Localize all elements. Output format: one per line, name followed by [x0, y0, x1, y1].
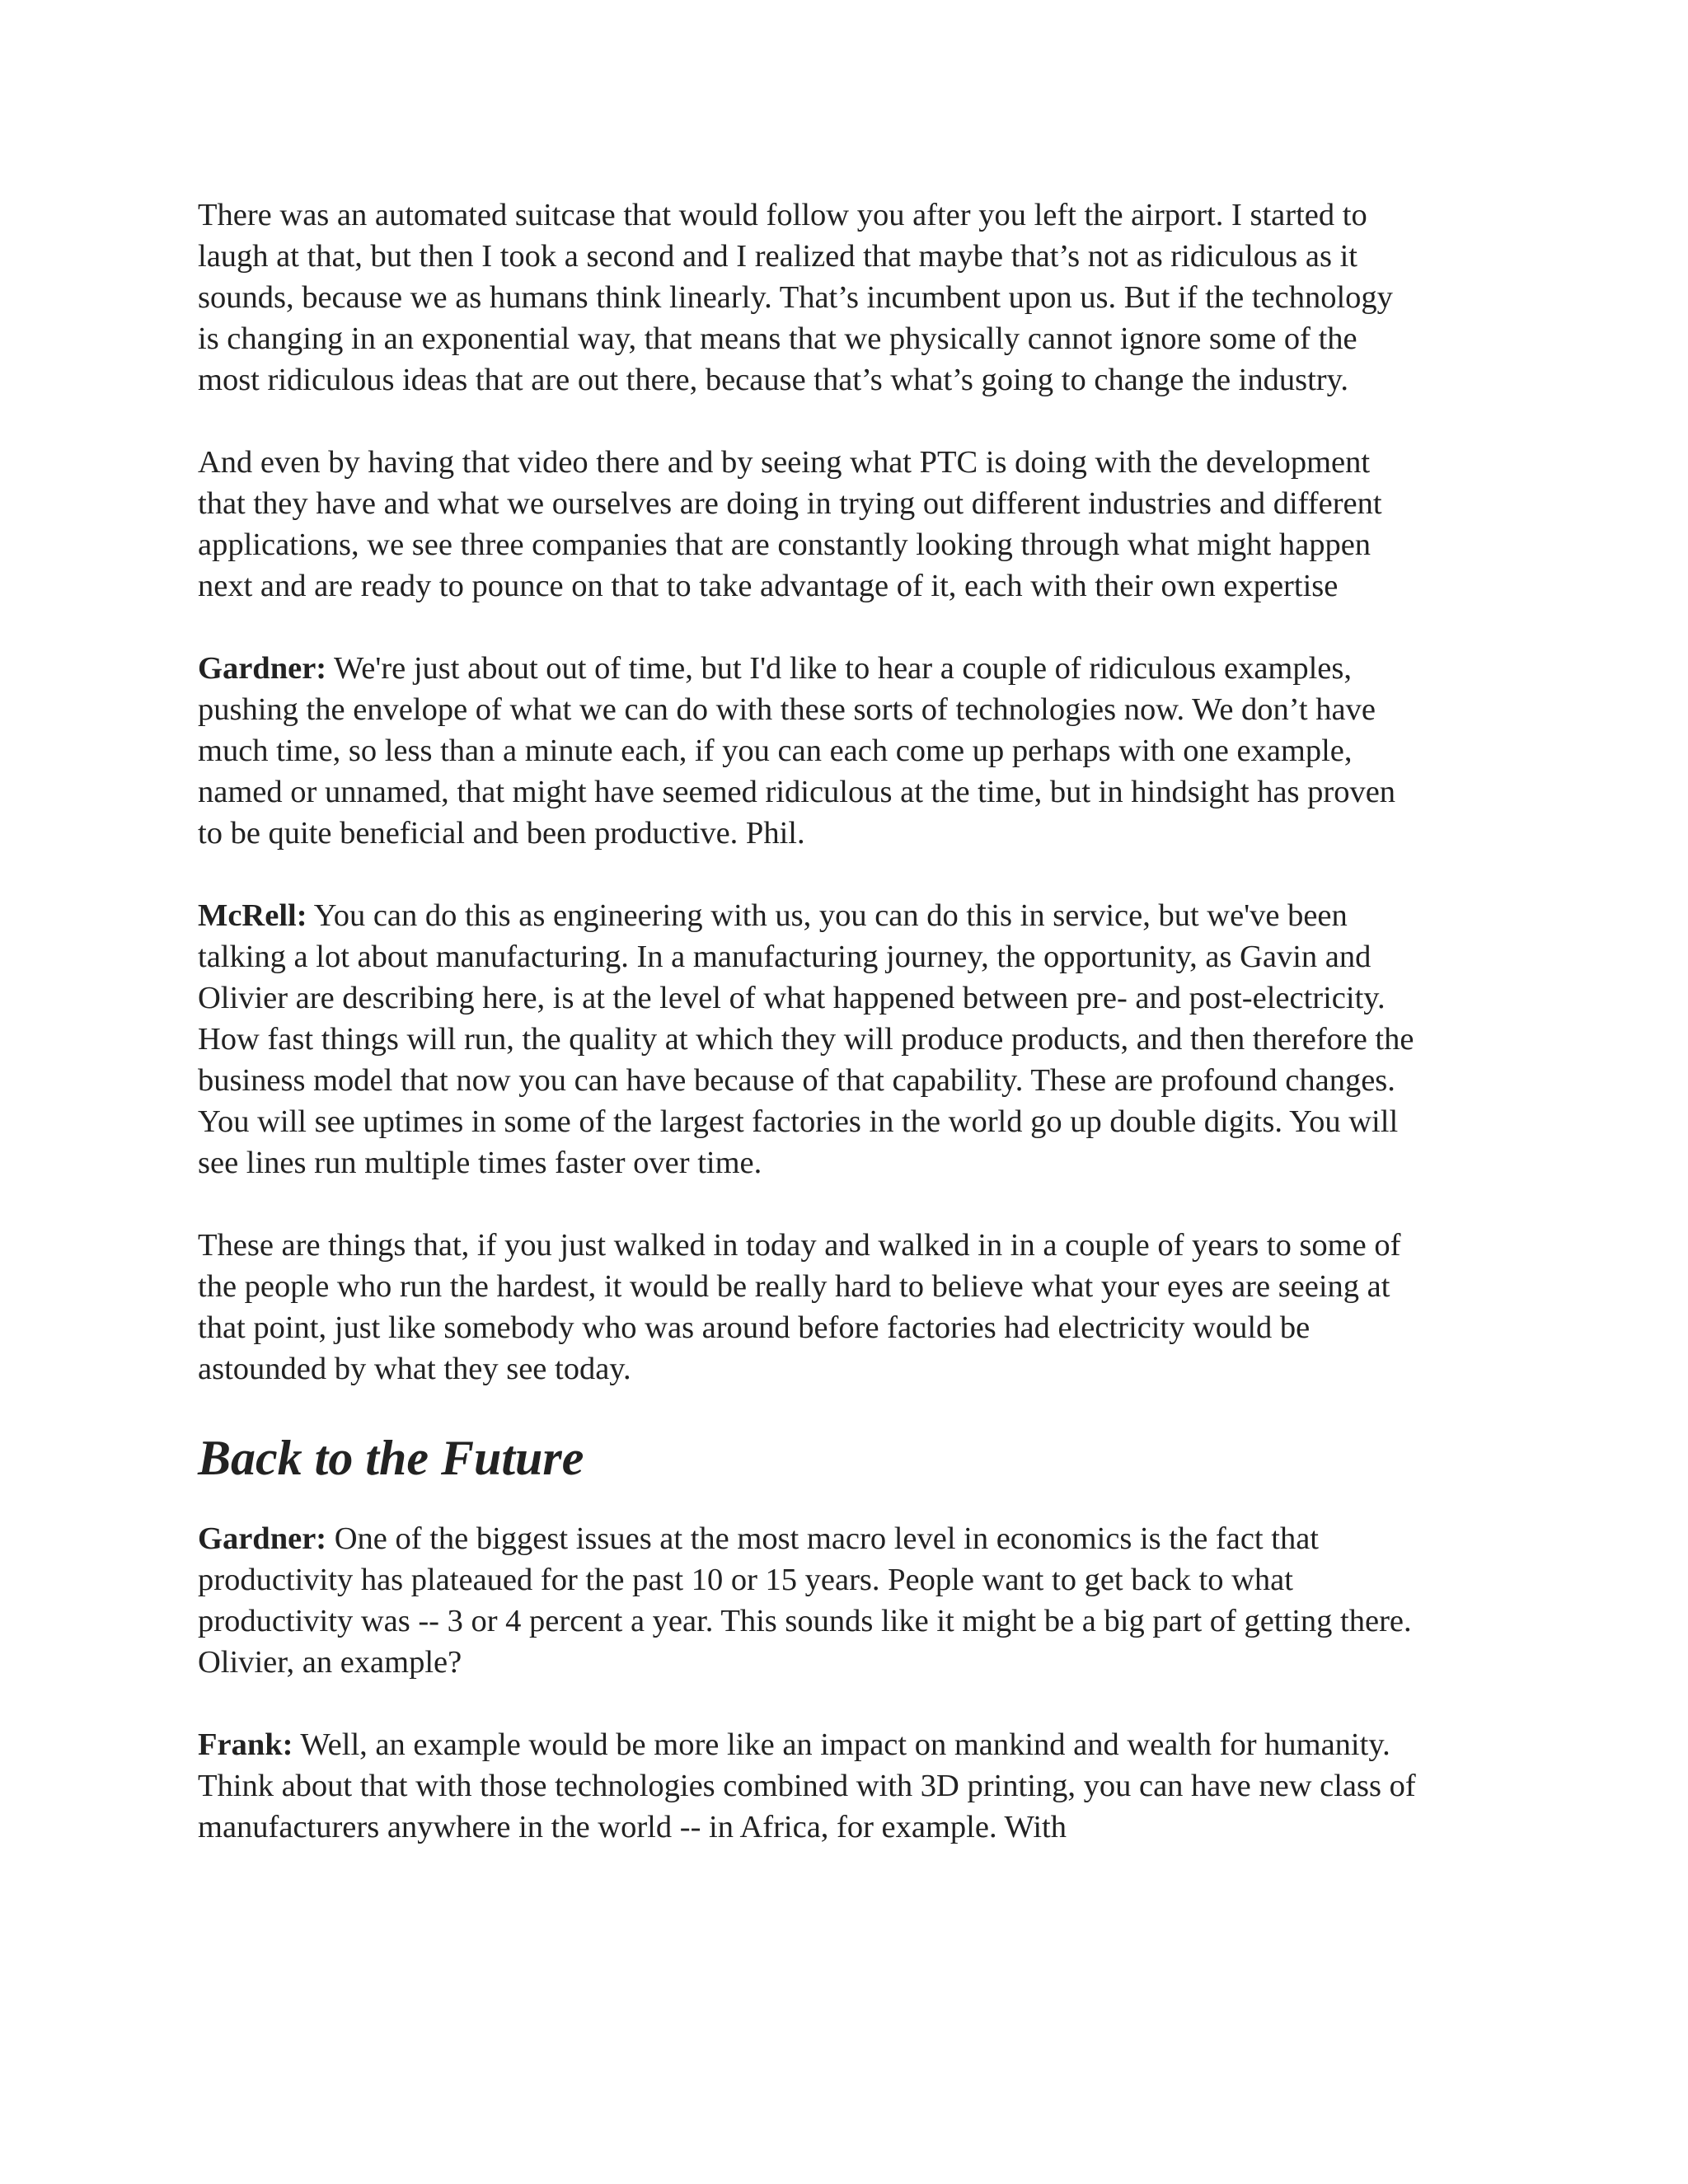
- section-heading: Back to the Future: [198, 1431, 584, 1485]
- paragraph-frank-answer: [198, 1724, 1418, 1848]
- paragraph-mcrell-answer: [198, 895, 1418, 1183]
- paragraph-text: These are things that, if you just walked in today and walked in in a couple of years to some of the people who run the hardest, it would be really hard to believe what your eyes are seeing at that point, just like somebody who was around before factories had electricity would be astounded by what they see today.: [198, 1228, 1401, 1386]
- paragraph-text: One of the biggest issues at the most macro level in economics is the fact that productivity has plateaued for the past 10 or 15 years. People want to get back to what productivity was -- 3 or 4 percent a year. This sounds like it might be a big part of getting there. Olivier, an example?: [198, 1521, 1412, 1680]
- document-page: [198, 194, 1418, 1889]
- speaker-name: McRell:: [198, 898, 307, 933]
- speaker-name: Gardner:: [198, 1521, 327, 1556]
- paragraph-gardner-question: [198, 648, 1418, 854]
- paragraph-suitcase: [198, 194, 1418, 401]
- paragraph-text: Well, an example would be more like an impact on mankind and wealth for humanity. Think about that with those technologies combined with 3D printing, you can have new class of manufacturers anywhere in the world -- in Africa, for example. With: [198, 1727, 1416, 1844]
- paragraph-text: We're just about out of time, but I'd like to hear a couple of ridiculous examples, pushing the envelope of what we can do with these sorts of technologies now. We don’t have much time, so less than a minute each, if you can each come up perhaps with one example, named or unnamed, that might have seemed ridiculous at the time, but in hindsight has proven to be quite beneficial and been productive. Phil.: [198, 651, 1396, 851]
- paragraph-text: And even by having that video there and by seeing what PTC is doing with the development that they have and what we ourselves are doing in trying out different industries and different applications, we see three companies that are constantly looking through what might happen next and are ready to pounce on that to take advantage of it, each with their own expertise: [198, 445, 1382, 603]
- speaker-name: Gardner:: [198, 651, 327, 686]
- paragraph-text: There was an automated suitcase that would follow you after you left the airport. I started to laugh at that, but then I took a second and I realized that maybe that’s not as ridiculous as it sounds, because we as humans think linearly. That’s incumbent upon us. But if the technology is changing in an exponential way, that means that we physically cannot ignore some of the most ridiculous ideas that are out there, because that’s what’s going to change the industry.: [198, 198, 1393, 397]
- paragraph-text: You can do this as engineering with us, you can do this in service, but we've been talking a lot about manufacturing. In a manufacturing journey, the opportunity, as Gavin and Olivier are describing here, is at the level of what happened between pre- and post-electricity. How fast things will run, the quality at which they will produce products, and then therefore the business model that now you can have because of that capability. These are profound changes. You will see uptimes in some of the largest factories in the world go up double digits. You will see lines run multiple times faster over time.: [198, 898, 1414, 1180]
- paragraph-video: [198, 442, 1418, 607]
- speaker-name: Frank:: [198, 1727, 293, 1762]
- paragraph-factories: [198, 1225, 1418, 1390]
- paragraph-gardner-productivity: [198, 1518, 1418, 1683]
